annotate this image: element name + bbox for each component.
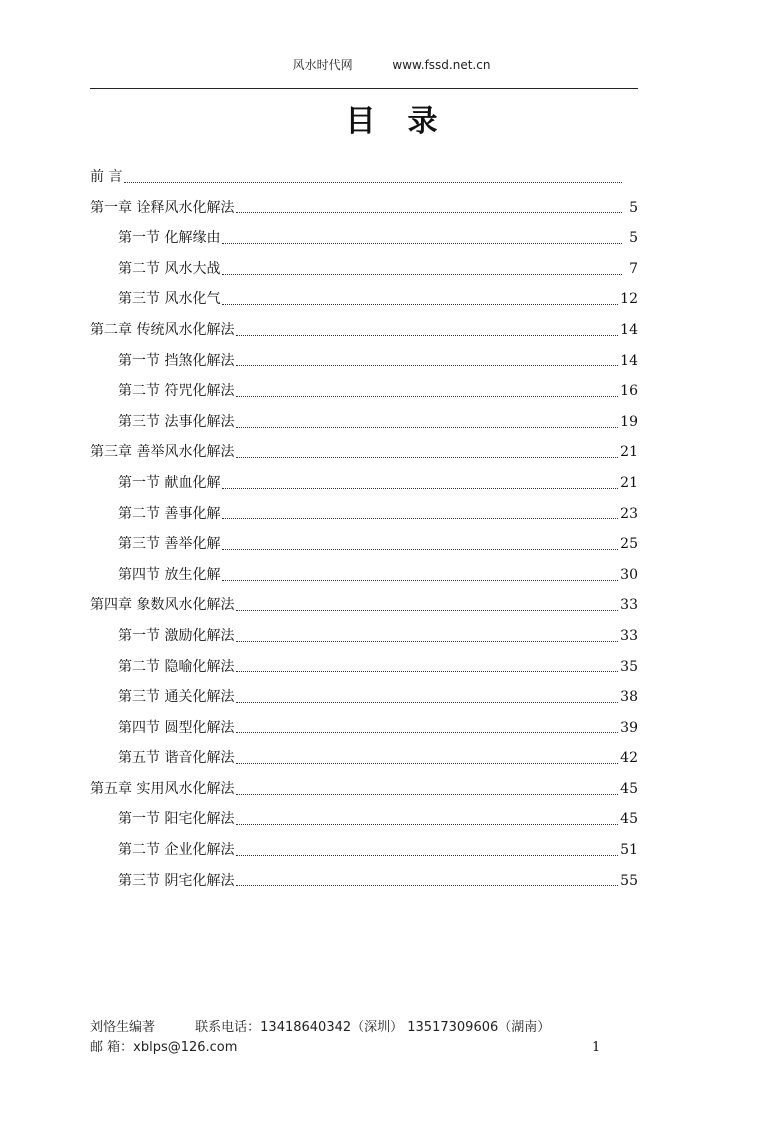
toc-entry-page: 12 [620,291,638,308]
toc-entry-label: 前 言 [90,169,123,185]
toc-entry-page: 45 [620,811,638,828]
toc-leader-dots [236,396,618,397]
toc-leader-dots [222,274,622,275]
toc-section-entry[interactable] [90,713,638,744]
toc-entry-page: 45 [620,780,638,797]
toc-entry-page: 30 [620,566,638,583]
toc-section-entry[interactable] [90,468,638,499]
toc-entry-label: 第一节 化解缘由 [118,230,221,247]
toc-leader-dots [236,824,618,825]
toc-chapter-entry[interactable] [90,315,638,346]
toc-leader-dots [236,427,618,428]
toc-entry-label: 第一节 挡煞化解法 [118,352,235,369]
toc-section-entry[interactable] [90,284,638,315]
toc-entry-label: 第三节 通关化解法 [118,689,235,706]
contact-phone: 联系电话：13418640342（深圳） 13517309606（湖南） [195,1020,551,1035]
toc-entry-page: 21 [620,444,638,461]
toc-leader-dots [222,243,622,244]
toc-entry-page: 51 [620,842,638,859]
toc-entry-label: 第一节 阳宅化解法 [118,811,235,828]
toc-leader-dots [222,549,618,550]
toc-section-entry[interactable] [90,499,638,530]
toc-entry-label: 第三节 风水化气 [118,291,221,308]
toc-leader-dots [236,732,618,733]
toc-entry-label: 第二节 企业化解法 [118,842,235,859]
toc-leader-dots [236,212,622,213]
toc-entry-page: 35 [620,658,638,675]
toc-entry-page: 14 [620,352,638,369]
toc-entry-page: 5 [629,230,638,247]
toc-entry-label: 第三节 阴宅化解法 [118,872,235,889]
toc-leader-dots [236,641,618,642]
toc-entry-page: 23 [620,505,638,522]
toc-section-entry[interactable] [90,866,638,897]
toc-leader-dots [222,488,618,489]
toc-section-entry[interactable] [90,529,638,560]
toc-leader-dots [236,885,618,886]
table-of-contents [90,162,638,896]
toc-leader-dots [236,365,618,366]
toc-entry-label: 第五节 谐音化解法 [118,750,235,767]
toc-section-entry[interactable] [90,254,638,285]
toc-entry-page: 19 [620,413,638,430]
toc-entry-page: 55 [620,872,638,889]
toc-entry-label: 第三节 法事化解法 [118,413,235,430]
toc-section-entry[interactable] [90,346,638,377]
toc-entry-label: 第一节 激励化解法 [118,627,235,644]
toc-section-entry[interactable] [90,560,638,591]
toc-entry-label: 第四节 放生化解 [118,566,221,583]
toc-entry-page: 38 [620,689,638,706]
toc-section-entry[interactable] [90,223,638,254]
toc-leader-dots [222,518,618,519]
contact-email[interactable]: 邮 箱：xblps@126.com [90,1040,238,1055]
author: 刘恪生编著 [90,1020,156,1035]
toc-entry-label: 第四章 象数风水化解法 [90,597,235,614]
toc-chapter-entry[interactable] [90,590,638,621]
toc-leader-dots [236,855,618,856]
toc-leader-dots [236,457,618,458]
toc-section-entry[interactable] [90,743,638,774]
toc-entry-label: 第五章 实用风水化解法 [90,780,235,797]
page-footer [90,1018,610,1058]
toc-chapter-entry[interactable] [90,437,638,468]
toc-leader-dots [236,671,618,672]
toc-section-entry[interactable] [90,835,638,866]
toc-entry-page: 5 [629,199,638,216]
toc-leader-dots [236,610,618,611]
toc-leader-dots [222,580,618,581]
toc-section-entry[interactable] [90,621,638,652]
toc-entry-label: 第二节 符咒化解法 [118,383,235,400]
header-rule [90,88,638,89]
toc-section-entry[interactable] [90,652,638,683]
toc-section-entry[interactable] [90,376,638,407]
toc-section-entry[interactable] [90,682,638,713]
toc-leader-dots [236,794,618,795]
toc-entry-page: 33 [620,597,638,614]
toc-entry-page: 42 [620,750,638,767]
toc-entry-label: 第一节 献血化解 [118,474,221,491]
toc-leader-dots [124,182,622,183]
toc-leader-dots [222,304,618,305]
page-header [0,56,783,73]
toc-leader-dots [236,702,618,703]
toc-leader-dots [236,335,618,336]
page-title: 目录 [345,104,470,139]
toc-chapter-entry[interactable] [90,774,638,805]
toc-entry-page: 25 [620,536,638,553]
toc-entry-page: 21 [620,474,638,491]
site-url[interactable]: www.fssd.net.cn [392,58,491,72]
toc-chapter-entry[interactable] [90,162,638,193]
toc-section-entry[interactable] [90,804,638,835]
toc-leader-dots [236,763,618,764]
site-name: 风水时代网 [292,58,353,72]
page-number: 1 [592,1040,601,1055]
toc-chapter-entry[interactable] [90,193,638,224]
toc-entry-label: 第三节 善举化解 [118,536,221,553]
toc-entry-label: 第二节 隐喻化解法 [118,658,235,675]
toc-section-entry[interactable] [90,407,638,438]
toc-entry-label: 第二章 传统风水化解法 [90,321,235,338]
toc-entry-label: 第一章 诠释风水化解法 [90,199,235,216]
toc-entry-label: 第二节 善事化解 [118,505,221,522]
toc-entry-label: 第三章 善举风水化解法 [90,444,235,461]
toc-entry-page: 39 [620,719,638,736]
toc-entry-page: 14 [620,321,638,338]
toc-entry-page: 16 [620,383,638,400]
toc-entry-label: 第二节 风水大战 [118,260,221,277]
toc-entry-label: 第四节 圆型化解法 [118,719,235,736]
toc-entry-page: 7 [629,260,638,277]
toc-entry-page: 33 [620,627,638,644]
